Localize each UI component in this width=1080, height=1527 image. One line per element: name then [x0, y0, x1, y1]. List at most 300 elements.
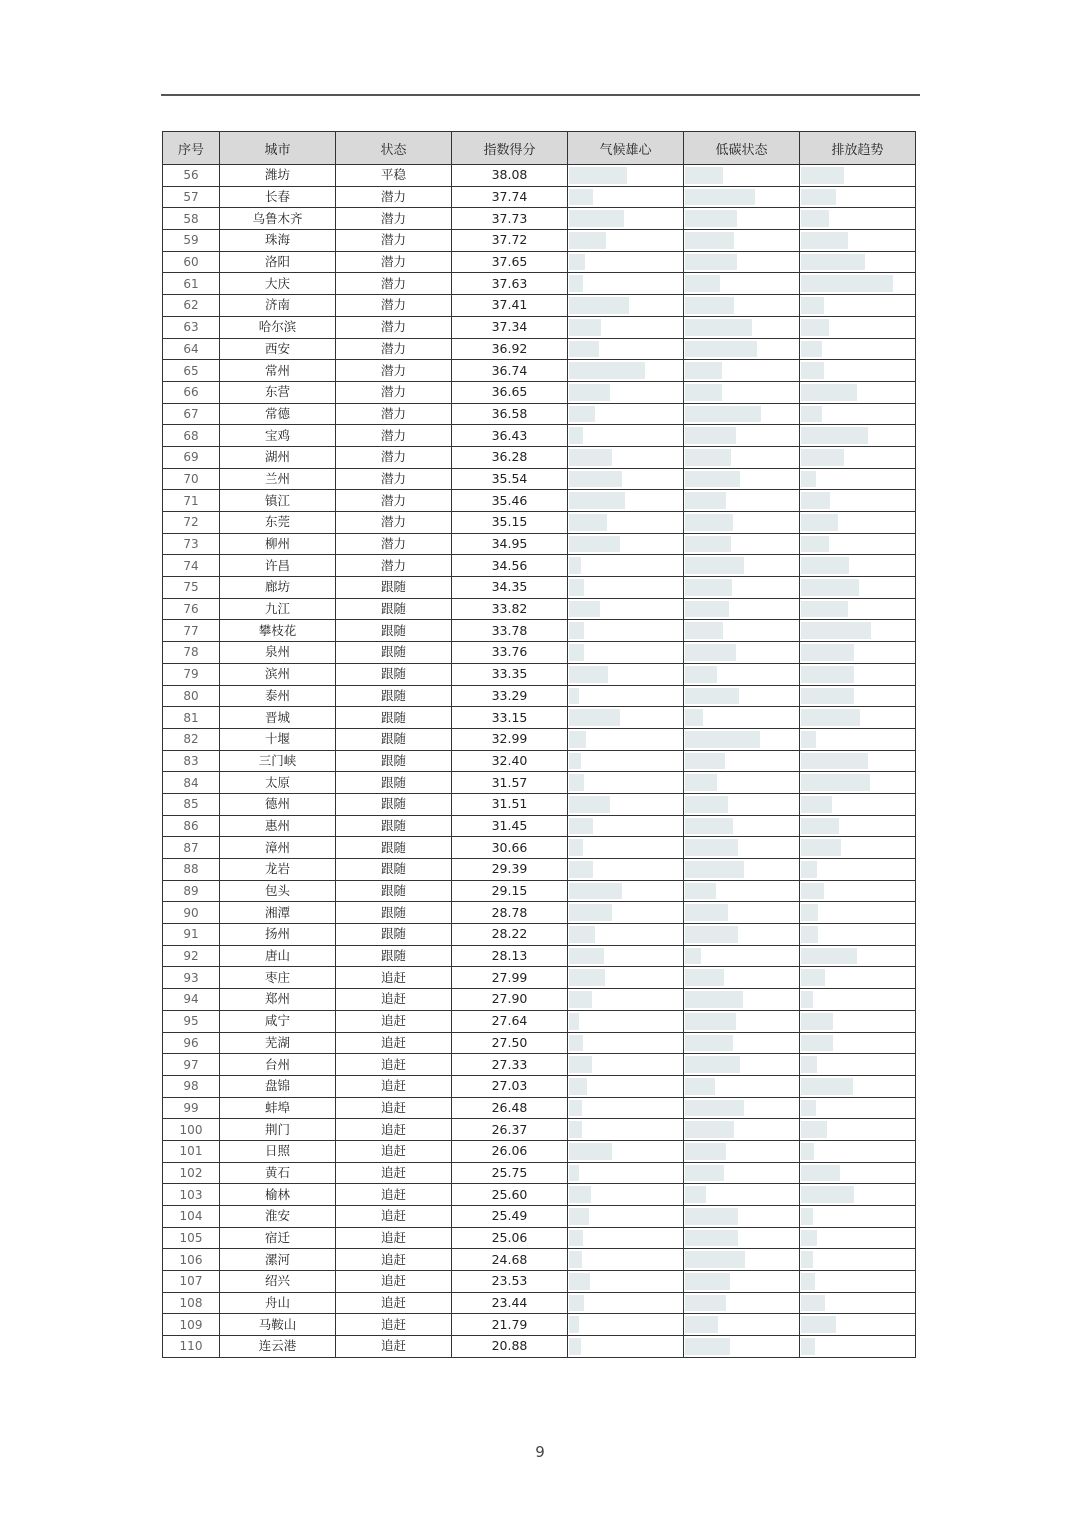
emission-trend-bar-cell [800, 598, 916, 620]
status-cell: 追赶 [336, 1336, 452, 1358]
low-carbon-status-bar [685, 514, 733, 531]
climate-ambition-bar-cell [568, 403, 684, 425]
status-cell: 潜力 [336, 208, 452, 230]
table-row [163, 837, 916, 859]
emission-trend-bar-cell [800, 902, 916, 924]
low-carbon-status-bar-cell [684, 1162, 800, 1184]
emission-trend-bar-cell [800, 880, 916, 902]
table-row [163, 967, 916, 989]
city-cell: 乌鲁木齐 [220, 208, 336, 230]
score-cell: 37.65 [452, 251, 568, 273]
status-cell: 潜力 [336, 360, 452, 382]
city-cell: 长春 [220, 186, 336, 208]
low-carbon-status-bar [685, 1316, 718, 1333]
low-carbon-status-bar-cell [684, 663, 800, 685]
rank-cell: 107 [163, 1271, 220, 1293]
emission-trend-bar-cell [800, 165, 916, 187]
climate-ambition-bar-cell [568, 468, 684, 490]
score-cell: 33.35 [452, 663, 568, 685]
table-row [163, 902, 916, 924]
low-carbon-status-bar [685, 427, 736, 444]
table-row [163, 512, 916, 534]
city-cell: 扬州 [220, 924, 336, 946]
status-cell: 潜力 [336, 425, 452, 447]
climate-ambition-bar [569, 406, 595, 423]
city-cell: 西安 [220, 338, 336, 360]
emission-trend-bar [801, 319, 829, 336]
status-cell: 平稳 [336, 165, 452, 187]
emission-trend-bar [801, 492, 830, 509]
low-carbon-status-bar [685, 774, 717, 791]
low-carbon-status-bar-cell [684, 1184, 800, 1206]
city-cell: 滨州 [220, 663, 336, 685]
climate-ambition-bar-cell [568, 512, 684, 534]
score-cell: 33.29 [452, 685, 568, 707]
header-emission-trend: 排放趋势 [800, 132, 916, 165]
table-row [163, 533, 916, 555]
low-carbon-status-bar-cell [684, 815, 800, 837]
climate-ambition-bar [569, 384, 610, 401]
emission-trend-bar [801, 1056, 817, 1073]
low-carbon-status-bar-cell [684, 446, 800, 468]
climate-ambition-bar [569, 753, 581, 770]
emission-trend-bar [801, 818, 839, 835]
status-cell: 潜力 [336, 230, 452, 252]
score-cell: 37.34 [452, 316, 568, 338]
low-carbon-status-bar [685, 796, 728, 813]
low-carbon-status-bar [685, 1013, 736, 1030]
score-cell: 31.57 [452, 772, 568, 794]
low-carbon-status-bar [685, 189, 755, 206]
emission-trend-bar-cell [800, 1162, 916, 1184]
emission-trend-bar [801, 297, 824, 314]
low-carbon-status-bar [685, 709, 703, 726]
emission-trend-bar-cell [800, 1336, 916, 1358]
climate-ambition-bar [569, 1165, 579, 1182]
city-cell: 芜湖 [220, 1032, 336, 1054]
emission-trend-bar [801, 839, 841, 856]
emission-trend-bar-cell [800, 1184, 916, 1206]
rank-cell: 73 [163, 533, 220, 555]
emission-trend-bar [801, 1251, 813, 1268]
low-carbon-status-bar-cell [684, 512, 800, 534]
emission-trend-bar-cell [800, 316, 916, 338]
climate-ambition-bar [569, 839, 583, 856]
rank-cell: 70 [163, 468, 220, 490]
low-carbon-status-bar-cell [684, 360, 800, 382]
status-cell: 跟随 [336, 642, 452, 664]
climate-ambition-bar [569, 449, 612, 466]
emission-trend-bar-cell [800, 772, 916, 794]
score-cell: 35.15 [452, 512, 568, 534]
rank-cell: 85 [163, 793, 220, 815]
rank-cell: 108 [163, 1292, 220, 1314]
emission-trend-bar-cell [800, 859, 916, 881]
table-row [163, 880, 916, 902]
rank-cell: 92 [163, 945, 220, 967]
climate-ambition-bar [569, 1208, 589, 1225]
rank-cell: 93 [163, 967, 220, 989]
emission-trend-bar [801, 1143, 814, 1160]
climate-ambition-bar [569, 557, 581, 574]
climate-ambition-bar-cell [568, 815, 684, 837]
low-carbon-status-bar [685, 1035, 733, 1052]
city-cell: 东营 [220, 381, 336, 403]
low-carbon-status-bar [685, 1121, 734, 1138]
climate-ambition-bar-cell [568, 1054, 684, 1076]
score-cell: 35.46 [452, 490, 568, 512]
rank-cell: 101 [163, 1140, 220, 1162]
city-cell: 马鞍山 [220, 1314, 336, 1336]
climate-ambition-bar-cell [568, 1336, 684, 1358]
rank-cell: 99 [163, 1097, 220, 1119]
table-row [163, 1227, 916, 1249]
climate-ambition-bar [569, 1186, 591, 1203]
climate-ambition-bar-cell [568, 230, 684, 252]
city-cell: 泉州 [220, 642, 336, 664]
table-row [163, 685, 916, 707]
rank-cell: 74 [163, 555, 220, 577]
low-carbon-status-bar-cell [684, 230, 800, 252]
city-cell: 枣庄 [220, 967, 336, 989]
climate-ambition-bar [569, 167, 627, 184]
climate-ambition-bar [569, 774, 584, 791]
status-cell: 追赶 [336, 1314, 452, 1336]
low-carbon-status-bar [685, 666, 717, 683]
low-carbon-status-bar [685, 362, 722, 379]
status-cell: 跟随 [336, 837, 452, 859]
header-climate-ambition: 气候雄心 [568, 132, 684, 165]
low-carbon-status-bar [685, 167, 723, 184]
emission-trend-bar-cell [800, 1032, 916, 1054]
table-row [163, 425, 916, 447]
low-carbon-status-bar [685, 861, 744, 878]
city-cell: 洛阳 [220, 251, 336, 273]
emission-trend-bar [801, 731, 816, 748]
climate-ambition-bar [569, 427, 583, 444]
rank-cell: 67 [163, 403, 220, 425]
emission-trend-bar [801, 969, 825, 986]
table-row [163, 251, 916, 273]
table-header-row [163, 132, 916, 165]
emission-trend-bar [801, 189, 836, 206]
low-carbon-status-bar [685, 991, 743, 1008]
score-cell: 31.51 [452, 793, 568, 815]
table-row [163, 555, 916, 577]
rank-cell: 86 [163, 815, 220, 837]
rank-cell: 82 [163, 728, 220, 750]
rank-cell: 69 [163, 446, 220, 468]
status-cell: 潜力 [336, 446, 452, 468]
emission-trend-bar [801, 427, 868, 444]
city-cell: 泰州 [220, 685, 336, 707]
status-cell: 跟随 [336, 859, 452, 881]
emission-trend-bar [801, 210, 829, 227]
climate-ambition-bar [569, 1316, 579, 1333]
climate-ambition-bar [569, 471, 622, 488]
table-row [163, 598, 916, 620]
city-cell: 蚌埠 [220, 1097, 336, 1119]
low-carbon-status-bar-cell [684, 1054, 800, 1076]
city-cell: 十堰 [220, 728, 336, 750]
rank-cell: 100 [163, 1119, 220, 1141]
climate-ambition-bar-cell [568, 555, 684, 577]
emission-trend-bar-cell [800, 642, 916, 664]
climate-ambition-bar [569, 666, 608, 683]
score-cell: 25.06 [452, 1227, 568, 1249]
low-carbon-status-bar-cell [684, 555, 800, 577]
city-cell: 廊坊 [220, 577, 336, 599]
low-carbon-status-bar [685, 1143, 726, 1160]
score-cell: 35.54 [452, 468, 568, 490]
city-cell: 太原 [220, 772, 336, 794]
score-cell: 36.43 [452, 425, 568, 447]
city-cell: 连云港 [220, 1336, 336, 1358]
score-cell: 27.50 [452, 1032, 568, 1054]
climate-ambition-bar-cell [568, 1162, 684, 1184]
low-carbon-status-bar [685, 731, 760, 748]
emission-trend-bar-cell [800, 728, 916, 750]
rank-cell: 87 [163, 837, 220, 859]
rank-cell: 81 [163, 707, 220, 729]
score-cell: 37.73 [452, 208, 568, 230]
status-cell: 潜力 [336, 512, 452, 534]
climate-ambition-bar [569, 644, 584, 661]
city-cell: 淮安 [220, 1206, 336, 1228]
climate-ambition-bar [569, 1078, 587, 1095]
table-row [163, 468, 916, 490]
rank-cell: 66 [163, 381, 220, 403]
climate-ambition-bar-cell [568, 1314, 684, 1336]
score-cell: 20.88 [452, 1336, 568, 1358]
score-cell: 24.68 [452, 1249, 568, 1271]
score-cell: 23.53 [452, 1271, 568, 1293]
city-cell: 哈尔滨 [220, 316, 336, 338]
status-cell: 追赶 [336, 1097, 452, 1119]
climate-ambition-bar-cell [568, 598, 684, 620]
emission-trend-bar [801, 796, 832, 813]
city-cell: 惠州 [220, 815, 336, 837]
climate-ambition-bar-cell [568, 967, 684, 989]
status-cell: 追赶 [336, 1162, 452, 1184]
score-cell: 28.13 [452, 945, 568, 967]
status-cell: 追赶 [336, 1140, 452, 1162]
climate-ambition-bar [569, 1100, 582, 1117]
city-cell: 湖州 [220, 446, 336, 468]
status-cell: 追赶 [336, 1119, 452, 1141]
rank-cell: 105 [163, 1227, 220, 1249]
emission-trend-bar [801, 1316, 836, 1333]
score-cell: 27.03 [452, 1075, 568, 1097]
climate-ambition-bar [569, 883, 622, 900]
status-cell: 跟随 [336, 663, 452, 685]
low-carbon-status-bar-cell [684, 490, 800, 512]
city-cell: 漳州 [220, 837, 336, 859]
city-cell: 舟山 [220, 1292, 336, 1314]
status-cell: 追赶 [336, 1292, 452, 1314]
emission-trend-bar [801, 1013, 833, 1030]
emission-trend-bar [801, 362, 824, 379]
low-carbon-status-bar-cell [684, 1271, 800, 1293]
city-cell: 盘锦 [220, 1075, 336, 1097]
climate-ambition-bar [569, 969, 605, 986]
rank-cell: 57 [163, 186, 220, 208]
status-cell: 潜力 [336, 555, 452, 577]
score-cell: 32.40 [452, 750, 568, 772]
city-cell: 黄石 [220, 1162, 336, 1184]
climate-ambition-bar [569, 1035, 583, 1052]
emission-trend-bar-cell [800, 1227, 916, 1249]
status-cell: 追赶 [336, 1249, 452, 1271]
emission-trend-bar-cell [800, 1054, 916, 1076]
rank-cell: 61 [163, 273, 220, 295]
status-cell: 潜力 [336, 381, 452, 403]
low-carbon-status-bar-cell [684, 1249, 800, 1271]
score-cell: 33.78 [452, 620, 568, 642]
low-carbon-status-bar [685, 232, 734, 249]
low-carbon-status-bar-cell [684, 1292, 800, 1314]
status-cell: 潜力 [336, 273, 452, 295]
low-carbon-status-bar-cell [684, 707, 800, 729]
emission-trend-bar-cell [800, 1140, 916, 1162]
climate-ambition-bar [569, 254, 585, 271]
emission-trend-bar-cell [800, 490, 916, 512]
table-row [163, 295, 916, 317]
table-row [163, 577, 916, 599]
status-cell: 追赶 [336, 989, 452, 1011]
city-cell: 九江 [220, 598, 336, 620]
score-cell: 25.75 [452, 1162, 568, 1184]
emission-trend-bar-cell [800, 251, 916, 273]
table-row [163, 230, 916, 252]
score-cell: 36.58 [452, 403, 568, 425]
low-carbon-status-bar-cell [684, 186, 800, 208]
low-carbon-status-bar-cell [684, 902, 800, 924]
city-cell: 济南 [220, 295, 336, 317]
rank-cell: 58 [163, 208, 220, 230]
score-cell: 36.65 [452, 381, 568, 403]
city-cell: 宝鸡 [220, 425, 336, 447]
emission-trend-bar-cell [800, 707, 916, 729]
low-carbon-status-bar [685, 1056, 740, 1073]
city-cell: 绍兴 [220, 1271, 336, 1293]
climate-ambition-bar [569, 362, 645, 379]
table-row [163, 642, 916, 664]
header-city: 城市 [220, 132, 336, 165]
rank-cell: 63 [163, 316, 220, 338]
climate-ambition-bar [569, 1056, 592, 1073]
score-cell: 36.28 [452, 446, 568, 468]
climate-ambition-bar-cell [568, 1010, 684, 1032]
low-carbon-status-bar-cell [684, 468, 800, 490]
table-row [163, 620, 916, 642]
emission-trend-bar-cell [800, 1119, 916, 1141]
emission-trend-bar-cell [800, 1010, 916, 1032]
status-cell: 跟随 [336, 902, 452, 924]
emission-trend-bar [801, 753, 868, 770]
low-carbon-status-bar [685, 883, 716, 900]
emission-trend-bar [801, 1338, 815, 1355]
climate-ambition-bar-cell [568, 620, 684, 642]
table-row [163, 1206, 916, 1228]
city-cell: 龙岩 [220, 859, 336, 881]
emission-trend-bar [801, 622, 871, 639]
rank-cell: 64 [163, 338, 220, 360]
rank-cell: 71 [163, 490, 220, 512]
low-carbon-status-bar [685, 536, 731, 553]
table-row [163, 859, 916, 881]
climate-ambition-bar-cell [568, 772, 684, 794]
low-carbon-status-bar [685, 1295, 726, 1312]
climate-ambition-bar [569, 904, 612, 921]
low-carbon-status-bar [685, 210, 737, 227]
city-cell: 郑州 [220, 989, 336, 1011]
climate-ambition-bar-cell [568, 837, 684, 859]
city-cell: 常德 [220, 403, 336, 425]
climate-ambition-bar-cell [568, 577, 684, 599]
emission-trend-bar-cell [800, 989, 916, 1011]
city-cell: 兰州 [220, 468, 336, 490]
status-cell: 潜力 [336, 316, 452, 338]
table-row [163, 1032, 916, 1054]
emission-trend-bar-cell [800, 403, 916, 425]
emission-trend-bar-cell [800, 685, 916, 707]
rank-cell: 68 [163, 425, 220, 447]
emission-trend-bar-cell [800, 360, 916, 382]
emission-trend-bar-cell [800, 446, 916, 468]
climate-ambition-bar-cell [568, 1184, 684, 1206]
city-cell: 常州 [220, 360, 336, 382]
rank-cell: 76 [163, 598, 220, 620]
climate-ambition-bar [569, 275, 583, 292]
emission-trend-bar [801, 774, 870, 791]
climate-ambition-bar [569, 514, 607, 531]
low-carbon-status-bar [685, 1078, 715, 1095]
low-carbon-status-bar [685, 1165, 724, 1182]
table-row [163, 815, 916, 837]
low-carbon-status-bar-cell [684, 338, 800, 360]
emission-trend-bar [801, 1273, 815, 1290]
emission-trend-bar [801, 275, 893, 292]
city-cell: 漯河 [220, 1249, 336, 1271]
low-carbon-status-bar-cell [684, 750, 800, 772]
low-carbon-status-bar-cell [684, 880, 800, 902]
score-cell: 38.08 [452, 165, 568, 187]
low-carbon-status-bar-cell [684, 577, 800, 599]
low-carbon-status-bar [685, 275, 720, 292]
low-carbon-status-bar [685, 471, 740, 488]
climate-ambition-bar-cell [568, 902, 684, 924]
status-cell: 潜力 [336, 338, 452, 360]
status-cell: 跟随 [336, 707, 452, 729]
low-carbon-status-bar-cell [684, 837, 800, 859]
low-carbon-status-bar [685, 926, 738, 943]
emission-trend-bar [801, 449, 844, 466]
table-row [163, 1314, 916, 1336]
emission-trend-bar [801, 861, 817, 878]
low-carbon-status-bar-cell [684, 1119, 800, 1141]
city-cell: 日照 [220, 1140, 336, 1162]
rank-cell: 84 [163, 772, 220, 794]
table-row [163, 1097, 916, 1119]
status-cell: 潜力 [336, 295, 452, 317]
emission-trend-bar [801, 948, 857, 965]
climate-ambition-bar [569, 1273, 590, 1290]
table-row [163, 750, 916, 772]
low-carbon-status-bar [685, 601, 729, 618]
emission-trend-bar-cell [800, 230, 916, 252]
emission-trend-bar-cell [800, 945, 916, 967]
